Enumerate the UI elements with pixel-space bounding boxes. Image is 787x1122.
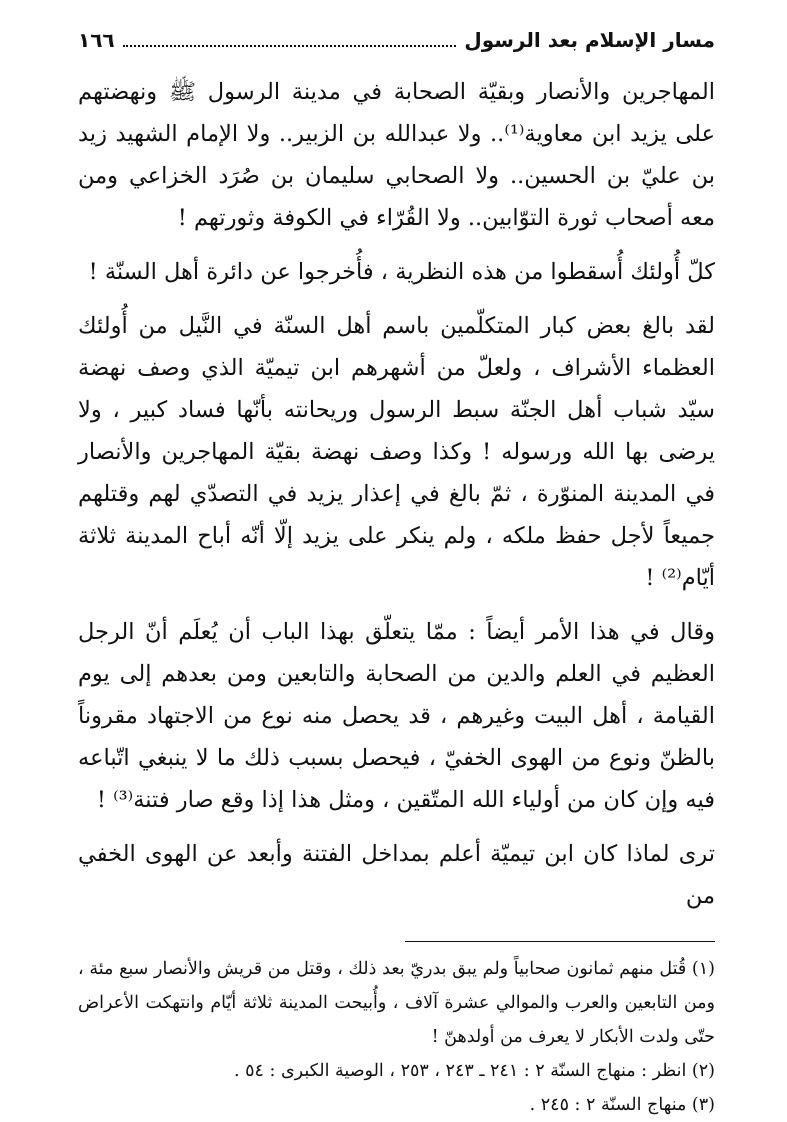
paragraph-1: المهاجرين والأنصار وبقيّة الصحابة في مدينة الرسول ﷺ ونهضتهم على يزيد ابن معاوية⁽¹⁾.. ولا عبدالله بن الزبير.. ولا الإمام الشهيد زيد بن عليّ بن الحسين.. ولا الصحابي سليمان بن صُرَد الخزاعي ومن معه أصحاب ثورة التوّابين.. ولا القُرّاء في الكوفة وثورتهم ! xyxy=(78,79,715,231)
paragraph-5: ترى لماذا كان ابن تيميّة أعلم بمداخل الفتنة وأبعد عن الهوى الخفي من xyxy=(78,841,715,909)
footnote-separator xyxy=(405,941,715,942)
footnote-2: (٢) انظر : منهاج السنّة ٢ : ٢٤١ ـ ٢٤٣ ، ٢٥٣ ، الوصية الكبرى : ٥٤ . xyxy=(234,1061,715,1081)
running-header xyxy=(78,28,715,53)
header-dotted-leader xyxy=(123,45,457,47)
footnotes xyxy=(78,952,715,1122)
paragraph-2: كلّ أُولئك أُسقطوا من هذه النظرية ، فأُخرجوا عن دائرة أهل السنّة ! xyxy=(88,259,715,285)
page-number: ١٦٦ xyxy=(78,28,115,52)
footnote-1: (١) قُتل منهم ثمانون صحابياً ولم يبق بدريّ بعد ذلك ، وقتل من قريش والأنصار سبع مئة ، ومن التابعين والعرب والموالي عشرة آلاف ، وأُبيحت المدينة ثلاثة أيّام وانتهكت الأعراض حتّى ولدت الأبكار لا يعرف من أولدهنّ ! xyxy=(78,959,715,1047)
paragraph-4: وقال في هذا الأمر أيضاً : ممّا يتعلّق بهذا الباب أن يُعلَم أنّ الرجل العظيم في العلم والدين من الصحابة والتابعين ومن بعدهم إلى يوم القيامة ، أهل البيت وغيرهم ، قد يحصل منه نوع من الاجتهاد مقروناً بالظنّ ونوع من الهوى الخفيّ ، فيحصل بسبب ذلك ما لا ينبغي اتّباعه فيه وإن كان من أولياء الله المتّقين ، ومثل هذا إذا وقع صار فتنة⁽³⁾ ! xyxy=(78,619,715,813)
main-text xyxy=(78,71,715,917)
paragraph-3: لقد بالغ بعض كبار المتكلّمين باسم أهل السنّة في النَّيل من أُولئك العظماء الأشراف ، ولعلّ من أشهرهم ابن تيميّة الذي وصف نهضة سيّد شباب أهل الجنّة سبط الرسول وريحانته بأنّها فساد كبير ، ولا يرضى بها الله ورسوله ! وكذا وصف نهضة بقيّة المهاجرين والأنصار في المدينة المنوّرة ، ثمّ بالغ في إعذار يزيد في التصدّي لهم وقتلهم جميعاً لأجل حفظ ملكه ، ولم ينكر على يزيد إلّا أنّه أباح المدينة ثلاثة أيّام⁽²⁾ ! xyxy=(78,313,715,591)
running-title: مسار الإسلام بعد الرسول xyxy=(464,28,715,52)
footnote-3: (٣) منهاج السنّة ٢ : ٢٤٥ . xyxy=(529,1095,715,1115)
